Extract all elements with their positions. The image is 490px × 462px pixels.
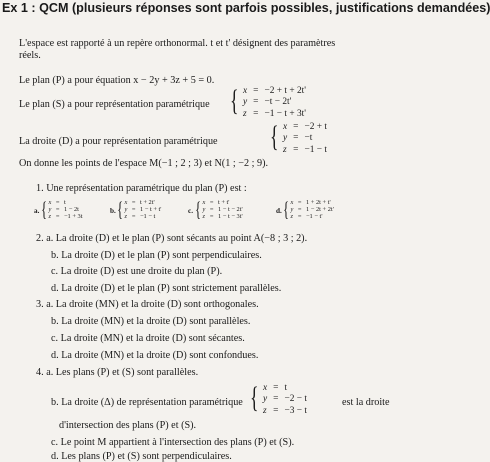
intro-line-1: L'espace est rapporté à un repère orthonormal. t et t' désignent des paramètres	[19, 38, 336, 49]
line-d-label: La droite (D) a pour représentation paramétrique	[19, 136, 218, 147]
q2-option-c[interactable]: c. La droite (D) est une droite du plan (P).	[51, 266, 223, 277]
q2-option-b[interactable]: b. La droite (D) et le plan (P) sont perpendiculaires.	[51, 250, 262, 261]
plane-p-equation: Le plan (P) a pour équation x − 2y + 3z + 5 = 0.	[19, 75, 215, 86]
points-mn: On donne les points de l'espace M(−1 ; 2 ; 3) et N(1 ; −2 ; 9).	[19, 158, 269, 169]
brace-icon: {	[117, 197, 124, 221]
q4-option-d[interactable]: d. Les plans (P) et (S) sont perpendiculaires.	[51, 451, 232, 462]
q3-option-b[interactable]: b. La droite (MN) et la droite (D) sont parallèles.	[51, 316, 251, 327]
q4-option-c[interactable]: c. Le point M appartient à l'intersection des plans (P) et (S).	[51, 437, 295, 448]
q2-option-d[interactable]: d. La droite (D) et le plan (P) sont strictement parallèles.	[51, 283, 282, 294]
line-d-table: x = −2 + t y = −t z = −1 − t	[283, 122, 328, 155]
q3-option-a[interactable]: 3. a. La droite (MN) et la droite (D) sont orthogonales.	[36, 299, 259, 310]
plane-s-table: x = −2 + t + 2t' y = −t − 2t' z = −1 − t + 3t'	[243, 86, 306, 119]
plane-s-label: Le plan (S) a pour représentation paramétrique	[19, 99, 210, 110]
brace-icon: {	[270, 120, 279, 153]
brace-icon: {	[230, 84, 239, 117]
brace-icon: {	[250, 381, 259, 414]
q4-option-a[interactable]: 4. a. Les plans (P) et (S) sont parallèles.	[36, 367, 199, 378]
brace-icon: {	[195, 197, 202, 221]
q4-delta-table: x = t y = −2 − t z = −3 − t	[263, 383, 308, 416]
brace-icon: {	[41, 197, 48, 221]
q1-title: 1. Une représentation paramétrique du plan (P) est :	[36, 183, 247, 194]
q3-option-d[interactable]: d. La droite (MN) et la droite (D) sont confondues.	[51, 350, 259, 361]
exercise-title: Ex 1 : QCM (plusieurs réponses sont parfois possibles, justifications demandées)	[2, 1, 490, 15]
q4-option-b-continuation: d'intersection des plans (P) et (S).	[59, 420, 197, 431]
q3-option-c[interactable]: c. La droite (MN) et la droite (D) sont sécantes.	[51, 333, 245, 344]
q4-option-b-label[interactable]: b. La droite (Δ) de représentation paramétrique	[51, 397, 243, 408]
brace-icon: {	[283, 197, 290, 221]
q4-option-b-suffix: est la droite	[342, 397, 390, 408]
q2-option-a[interactable]: 2. a. La droite (D) et le plan (P) sont sécants au point A(−8 ; 3 ; 2).	[36, 233, 308, 244]
intro-line-2: réels.	[19, 50, 41, 61]
